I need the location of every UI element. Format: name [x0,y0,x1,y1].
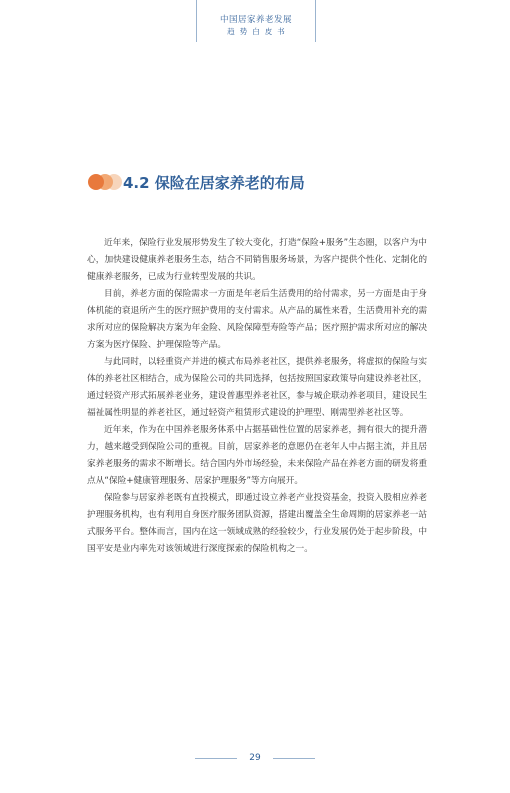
footer-divider-left [195,758,237,759]
header-subtitle: 趋势白皮书 [227,27,290,36]
header-title: 中国居家养老发展 [219,15,292,25]
footer-divider-right [273,758,315,759]
section-title: 4.2 保险在居家养老的布局 [123,173,305,192]
page-footer [0,750,510,766]
page-number: 29 [249,753,261,763]
paragraph: 与此同时，以轻重资产并进的模式布局养老社区，提供养老服务，将虚拟的保险与实体的养老社区相结合，成为保险公司的共同选择，包括按照国家政策导向建设养老社区，通过轻资产形式拓展养老业务，建设普惠型养老社区，参与城企联动养老项目，建设民生福祉属性明显的养老社区，通过轻资产租赁形式建设的护理型、刚需型养老社区等。 [87,357,427,418]
page-header [196,0,316,42]
paragraph: 保险参与居家养老既有直投模式，即通过设立养老产业投资基金，投资入股相应养老护理服务机构，也有利用自身医疗服务团队资源，搭建出覆盖全生命周期的居家养老一站式服务平台。整体而言，国内在这一领域成熟的经验较少，行业发展仍处于起步阶段，中国平安是业内率先对该领域进行深度探索的保险机构之一。 [87,493,427,554]
paragraph: 近年来，作为在中国养老服务体系中占据基础性位置的居家养老，拥有很大的提升潜力，越来越受到保险公司的重视。目前，居家养老的意愿仍在老年人中占据主流，并且居家养老服务的需求不断增长。结合国内外市场经验，未来保险产品在养老方面的研发将重点从“保险+健康管理服务、居家护理服务”等方向展开。 [87,425,427,486]
section-heading [88,171,305,193]
body-text [87,235,427,558]
section-dots-icon [88,171,122,193]
paragraph: 近年来，保险行业发展形势发生了较大变化，打造“保险+服务”生态圈，以客户为中心，加快建设健康养老服务生态，结合不同销售服务场景，为客户提供个性化、定制化的健康养老服务，已成为行业转型发展的共识。 [87,238,427,282]
paragraph: 目前，养老方面的保险需求一方面是年老后生活费用的给付需求，另一方面是由于身体机能的衰退所产生的医疗照护费用的支付需求。从产品的属性来看，生活费用补充的需求所对应的保险解决方案为年金险、风险保障型寿险等产品；医疗照护需求所对应的解决方案为医疗保险、护理保险等产品。 [87,289,427,350]
